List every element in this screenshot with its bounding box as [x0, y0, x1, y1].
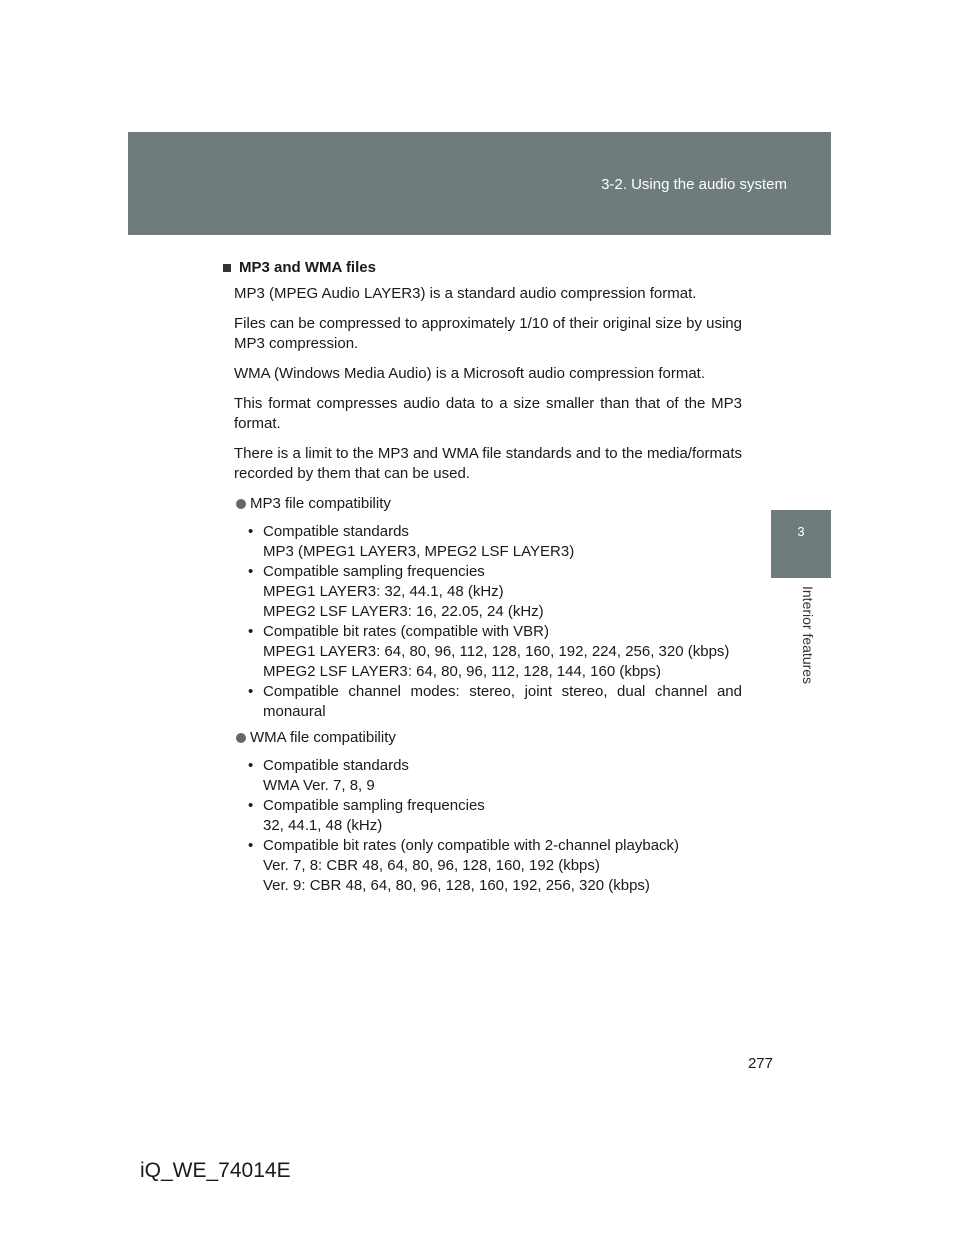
paragraph: Files can be compressed to approximately 1/10 of their original size by using MP3 compression. — [234, 315, 742, 352]
main-content — [214, 258, 742, 902]
spec-label: Compatible sampling frequencies — [263, 797, 485, 814]
spec-label: Compatible standards — [263, 523, 409, 540]
bullet-dot-icon: • — [248, 837, 254, 854]
square-bullet-icon — [223, 264, 231, 272]
spec-label: Compatible sampling frequencies — [263, 563, 485, 580]
paragraph: MP3 (MPEG Audio LAYER3) is a standard audio compression format. — [234, 285, 697, 302]
circle-bullet-icon — [236, 733, 246, 743]
page-number: 277 — [747, 1055, 773, 1072]
bullet-dot-icon: • — [248, 623, 254, 640]
chapter-title: Interior features — [800, 586, 816, 685]
spec-label: Compatible bit rates (compatible with VBR) — [263, 623, 549, 640]
chapter-tab — [771, 510, 831, 578]
paragraph: WMA (Windows Media Audio) is a Microsoft audio compression format. — [234, 365, 705, 382]
spec-value: WMA Ver. 7, 8, 9 — [263, 777, 375, 794]
circle-bullet-icon — [236, 499, 246, 509]
list-item — [248, 622, 742, 682]
wma-spec-list — [214, 756, 742, 896]
mp3-spec-list — [214, 522, 742, 722]
bullet-dot-icon: • — [248, 563, 254, 580]
mp3-subheading — [236, 494, 742, 514]
wma-subheading-text: WMA file compatibility — [250, 729, 396, 746]
spec-value: MPEG1 LAYER3: 32, 44.1, 48 (kHz) — [263, 583, 504, 600]
paragraph: There is a limit to the MP3 and WMA file standards and to the media/formats recorded by them that can be used. — [234, 445, 742, 482]
header-band — [128, 132, 831, 235]
wma-subheading — [236, 728, 742, 748]
bullet-dot-icon: • — [248, 523, 254, 540]
bullet-dot-icon: • — [248, 757, 254, 774]
chapter-number: 3 — [797, 524, 805, 539]
list-item — [248, 796, 742, 836]
section-title: 3-2. Using the audio system — [601, 176, 787, 193]
section-heading-text: MP3 and WMA files — [239, 259, 376, 276]
spec-value: MPEG1 LAYER3: 64, 80, 96, 112, 128, 160, 192, 224, 256, 320 (kbps) — [263, 643, 730, 660]
spec-value: MPEG2 LSF LAYER3: 64, 80, 96, 112, 128, 144, 160 (kbps) — [263, 663, 662, 680]
bullet-dot-icon: • — [248, 683, 254, 700]
document-code: iQ_WE_74014E — [140, 1159, 291, 1182]
paragraph: This format compresses audio data to a size smaller than that of the MP3 format. — [234, 395, 742, 432]
spec-value: Ver. 7, 8: CBR 48, 64, 80, 96, 128, 160, 192 (kbps) — [263, 857, 600, 874]
list-item — [248, 562, 742, 622]
list-item — [248, 836, 742, 896]
list-item — [248, 682, 742, 722]
spec-label: Compatible bit rates (only compatible with 2-channel playback) — [263, 837, 680, 854]
bullet-dot-icon: • — [248, 797, 254, 814]
spec-value: MPEG2 LSF LAYER3: 16, 22.05, 24 (kHz) — [263, 603, 544, 620]
section-heading — [214, 258, 742, 278]
spec-value: 32, 44.1, 48 (kHz) — [263, 817, 383, 834]
list-item — [248, 756, 742, 796]
spec-label: Compatible standards — [263, 757, 409, 774]
list-item — [248, 522, 742, 562]
spec-value: MP3 (MPEG1 LAYER3, MPEG2 LSF LAYER3) — [263, 543, 575, 560]
mp3-subheading-text: MP3 file compatibility — [250, 495, 391, 512]
spec-label: Compatible channel modes: stereo, joint stereo, dual channel and monaural — [263, 683, 742, 720]
spec-value: Ver. 9: CBR 48, 64, 80, 96, 128, 160, 192, 256, 320 (kbps) — [263, 877, 650, 894]
